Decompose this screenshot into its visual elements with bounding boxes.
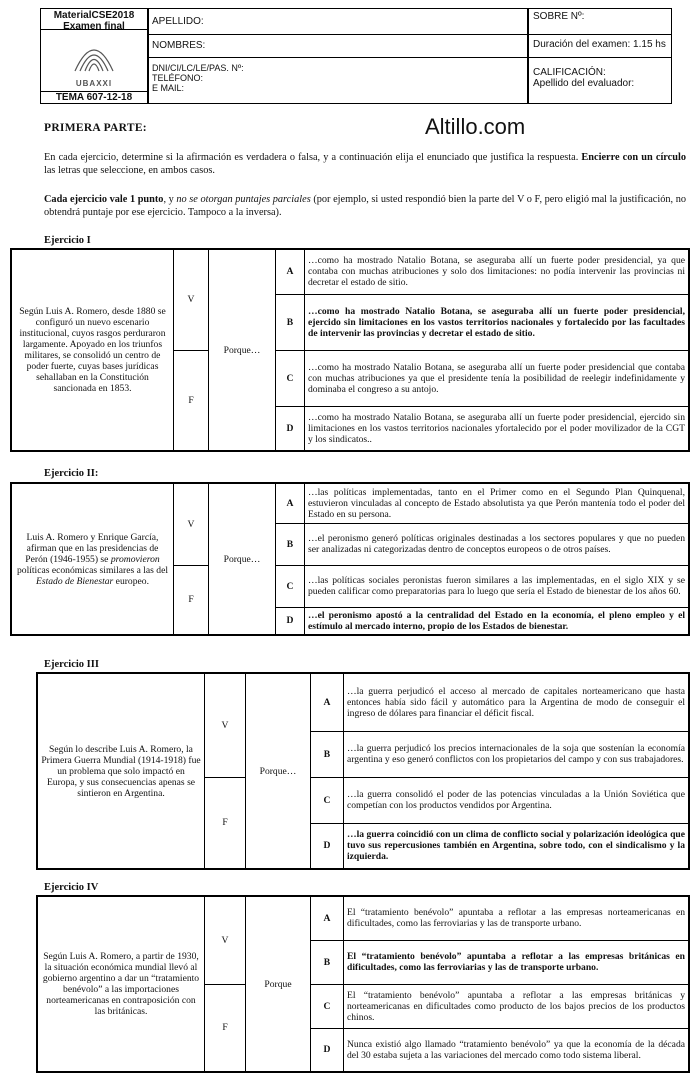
calificacion-field: CALIFICACIÓN: Apellido del evaluador: [533, 67, 635, 89]
ex4-statement: Según Luis A. Romero, a partir de 1930, la situación económica mundial llevó al gobierno argentino a dar un “tratamiento benévolo” a las importaciones norteamericanas en contraposición con las británicas. [37, 896, 205, 1072]
ex1-option-a: …como ha mostrado Natalio Botana, se aseguraba allí un fuerte poder presidencial, ya que contaba con muchas atribuciones y solo dos limitaciones: no podía intervenir las provincias ni decretar el estado de sitio. [305, 249, 690, 294]
ex4-letter-d[interactable]: D [311, 1028, 344, 1072]
logo-brand: UBAXXI [75, 79, 113, 88]
ex3-letter-c[interactable]: C [311, 777, 344, 823]
nombres-field: NOMBRES: [152, 40, 206, 51]
ex1-letter-a[interactable]: A [276, 249, 305, 294]
exercise-3-title: Ejercicio III [44, 659, 99, 670]
ex2-letter-c[interactable]: C [276, 565, 305, 607]
ex1-statement: Según Luis A. Romero, desde 1880 se configuró un nuevo escenario institucional, cuyos rasgos perduraron largamente. Apoyado en los triunfos militares, se consolidó un centro de poder fuerte, cuyas bases jurídicas sehallaban en la Constitución sancionada en 1853. [11, 249, 174, 451]
ex2-letter-d[interactable]: D [276, 607, 305, 635]
exercise-1-title: Ejercicio I [44, 235, 91, 246]
ex3-option-a: …la guerra perjudicó el acceso al mercado de capitales norteamericano que hasta entonces había sido fácil y automático para la Argentina de modo de conseguir el ingreso de dólares para financiar el déficit fiscal. [344, 673, 690, 731]
ex4-v-option[interactable]: V [205, 896, 246, 984]
ex4-option-a: El “tratamiento benévolo” apuntaba a reflotar a las empresas norteamericanas en dificultades, como las ferroviarias y las de transporte urbano. [344, 896, 690, 940]
ex3-option-b: …la guerra perjudicó los precios internacionales de la soja que sostenían la economía argentina y eso generó conflictos con los propietarios del campo y con sus trabajadores. [344, 731, 690, 777]
ex2-option-c: …las políticas sociales peronistas fueron similares a las implementadas, en el siglo XIX y se pueden calificar como preparatorias para lo luego que sería el Estado de bienestar de los años 60. [305, 565, 690, 607]
contact-fields: DNI/CI/LC/LE/PAS. Nº: TELÉFONO: E MAIL: [152, 63, 244, 93]
ex2-option-d: …el peronismo apostó a la centralidad del Estado en la economía, el pleno empleo y el estímulo al mercado interno, propio de los Estados de bienestar. [305, 607, 690, 635]
ex3-v-option[interactable]: V [205, 673, 246, 777]
ex3-option-c: …la guerra consolidó el poder de las potencias vinculadas a la Unión Soviética que competían con los productos vendidos por Argentina. [344, 777, 690, 823]
ex3-f-option[interactable]: F [205, 777, 246, 869]
ex2-letter-a[interactable]: A [276, 483, 305, 523]
ex1-option-b: …como ha mostrado Natalio Botana, se aseguraba allí un fuerte poder presidencial, ejercido sin limitaciones en los vastos territorios nacionales y fortalecido por las facultades de intervenir las provincias y decretar el estado de sitio. [305, 294, 690, 350]
ex1-option-d: …como ha mostrado Natalio Botana, se aseguraba allí un fuerte poder presidencial, ejercido sin limitaciones en los vastos territorios nacionales yfortalecido por el poder movilizador de la CGT y los sindicatos.. [305, 406, 690, 451]
ex3-option-d: …la guerra coincidió con un clima de conflicto social y polarización ideológica que tuvo sus repercusiones también en Argentina, sobre todo, con el sindicalismo y la izquierda. [344, 823, 690, 869]
tema-label: TEMA 607-12-18 [55, 92, 133, 103]
ex2-letter-b[interactable]: B [276, 523, 305, 565]
ex3-letter-a[interactable]: A [311, 673, 344, 731]
ex3-statement: Según lo describe Luis A. Romero, la Primera Guerra Mundial (1914-1918) fue un problema que solo impactó en Europa, y sus consecuencias apenas se sintieron en Argentina. [37, 673, 205, 869]
ex1-letter-b[interactable]: B [276, 294, 305, 350]
ex4-porque: Porque [246, 896, 311, 1072]
exercise-2-table [10, 482, 690, 636]
ex3-letter-b[interactable]: B [311, 731, 344, 777]
exercise-4-table [36, 895, 690, 1073]
intro-paragraph-1: En cada ejercicio, determine si la afirmación es verdadera o falsa, y a continuación elija el enunciado que justifica la respuesta. Encierre con un círculo las letras que seleccione, en ambos casos. [44, 152, 686, 176]
section-title: PRIMERA PARTE: [44, 122, 147, 134]
ex3-porque: Porque… [246, 673, 311, 869]
sobre-field: SOBRE Nº: [533, 11, 585, 22]
ex2-statement: Luis A. Romero y Enrique García, afirman que en las presidencias de Perón (1946-1955) se promovieron políticas económicas similares a las del Estado de Bienestar europeo. [11, 483, 174, 635]
ex3-letter-d[interactable]: D [311, 823, 344, 869]
duracion-label: Duración del examen: 1.15 hs [533, 39, 666, 50]
ex1-letter-c[interactable]: C [276, 350, 305, 406]
exercise-3-table [36, 672, 690, 870]
intro-paragraph-2: Cada ejercicio vale 1 punto, y no se otorgan puntajes parciales (por ejemplo, si usted respondió bien la parte del V o F, pero eligió mal la justificación, no obtendrá puntaje por ese ejercicio. Tampoco a la inversa). [44, 194, 686, 218]
ex1-porque: Porque… [209, 249, 276, 451]
ex2-option-b: …el peronismo generó políticas originales destinadas a los sectores populares y que no pueden ser analizadas ni categorizadas dentro de conceptos europeos o de otros países. [305, 523, 690, 565]
exercise-2-title: Ejercicio II: [44, 468, 99, 479]
ex2-f-option[interactable]: F [174, 565, 209, 635]
ex4-option-b: El “tratamiento benévolo” apuntaba a reflotar a las empresas británicas en dificultades, como las ferroviarias y las de transporte urbano. [344, 940, 690, 984]
brand-watermark: Altillo.com [425, 114, 526, 139]
ex2-porque: Porque… [209, 483, 276, 635]
ex4-letter-b[interactable]: B [311, 940, 344, 984]
apellido-field: APELLIDO: [152, 16, 204, 27]
logo-title: MaterialCSE2018 Examen final [53, 10, 135, 32]
ubaxxi-logo-icon [71, 35, 117, 77]
exercise-4-title: Ejercicio IV [44, 882, 99, 893]
ex1-f-option[interactable]: F [174, 350, 209, 451]
ex1-option-c: …como ha mostrado Natalio Botana, se aseguraba allí un fuerte poder presidencial que contaba con muchas atribuciones ya que el presidente tenía la posibilidad de reelegir indefinidamente y dominaba el congreso a su antojo. [305, 350, 690, 406]
ex2-v-option[interactable]: V [174, 483, 209, 565]
ex4-f-option[interactable]: F [205, 984, 246, 1072]
ex1-letter-d[interactable]: D [276, 406, 305, 451]
exercise-1-table [10, 248, 690, 452]
ex4-letter-c[interactable]: C [311, 984, 344, 1028]
ex2-option-a: …las políticas implementadas, tanto en el Primer como en el Segundo Plan Quinquenal, estuvieron vinculadas al concepto de Estado absolutista ya que Perón mantenía todo el poder del Estado en su persona. [305, 483, 690, 523]
ex4-option-d: Nunca existió algo llamado “tratamiento benévolo” ya que la economía de la década del 30 estaba sujeta a las variaciones del mercado como todo sistema liberal. [344, 1028, 690, 1072]
exam-header [40, 8, 672, 104]
ex4-option-c: El “tratamiento benévolo” apuntaba a reflotar a las empresas británicas y norteamericanas en dificultades como producto de los bajos precios de los productos chinos. [344, 984, 690, 1028]
ex4-letter-a[interactable]: A [311, 896, 344, 940]
ex1-v-option[interactable]: V [174, 249, 209, 350]
